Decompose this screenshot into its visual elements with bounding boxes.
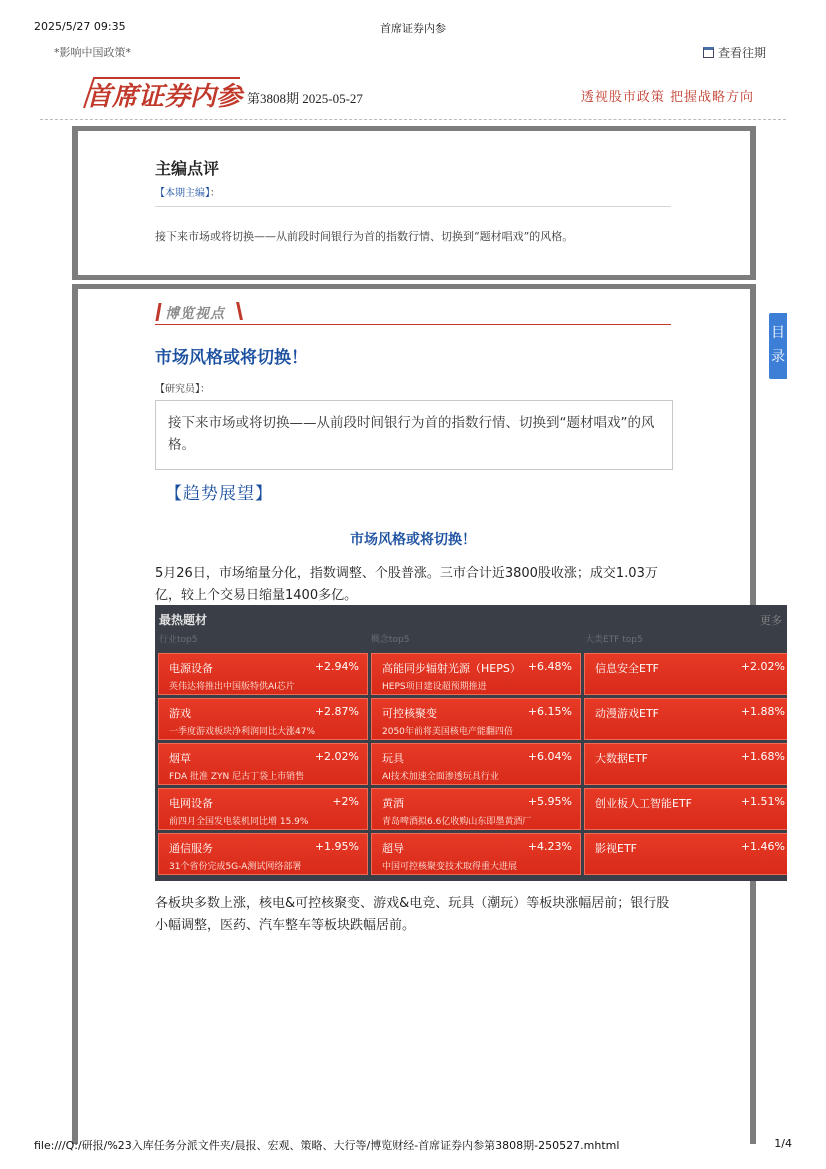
topic-name: 可控核聚变 bbox=[382, 707, 437, 720]
editor-comment: 接下来市场或将切换——从前段时间银行为首的指数行情、切换到“题材唱戏”的风格。 bbox=[155, 230, 574, 243]
topic-name: 烟草 bbox=[169, 752, 191, 765]
topic-card[interactable] bbox=[584, 833, 787, 875]
topic-card[interactable] bbox=[371, 788, 581, 830]
editor-frame bbox=[72, 126, 756, 280]
editor-title: 主编点评 bbox=[155, 159, 220, 178]
calendar-icon bbox=[703, 47, 714, 58]
paragraph-market: 5月26日，市场缩量分化，指数调整、个股普涨。三市合计近3800股收涨；成交1.03万亿，较上个交易日缩量1400多亿。 bbox=[155, 566, 658, 603]
topic-card[interactable] bbox=[371, 698, 581, 740]
svg-text:首席证券内参: 首席证券内参 bbox=[86, 82, 243, 112]
trend-heading: 【趋势展望】 bbox=[165, 484, 273, 504]
column-heading-concept: 概念top5 bbox=[371, 635, 410, 645]
topic-name: 黄酒 bbox=[382, 797, 404, 810]
topic-name: 影视ETF bbox=[595, 842, 637, 855]
topic-desc: 青岛啤酒拟6.6亿收购山东即墨黄酒厂 bbox=[382, 817, 532, 827]
topic-change: +1.88% bbox=[740, 705, 785, 718]
topic-card[interactable] bbox=[584, 698, 787, 740]
topic-name: 游戏 bbox=[169, 707, 191, 720]
column-heading-etf: 大类ETF top5 bbox=[585, 635, 643, 645]
topic-change: +4.23% bbox=[527, 840, 572, 853]
topic-card[interactable] bbox=[584, 788, 787, 830]
section-bar bbox=[155, 303, 161, 321]
history-label: 查看往期 bbox=[717, 46, 766, 60]
topic-change: +1.51% bbox=[740, 795, 785, 808]
topic-card[interactable] bbox=[158, 698, 368, 740]
history-link[interactable] bbox=[703, 44, 766, 61]
topic-desc: 前四月全国发电装机同比增 15.9% bbox=[169, 817, 309, 827]
editor-divider bbox=[155, 206, 671, 207]
topic-card[interactable] bbox=[158, 788, 368, 830]
topic-desc: 中国可控核聚变技术取得重大进展 bbox=[382, 862, 518, 872]
topic-card[interactable] bbox=[584, 743, 787, 785]
topic-card[interactable] bbox=[584, 653, 787, 695]
topic-change: +6.04% bbox=[527, 750, 572, 763]
topic-desc: 一季度游戏板块净利润同比大涨47% bbox=[169, 727, 316, 737]
researcher-tag: 【研究员】： bbox=[155, 384, 210, 395]
topic-name: 信息安全ETF bbox=[595, 662, 659, 675]
topic-name: 动漫游戏ETF bbox=[595, 707, 659, 720]
topic-desc: 英伟达将推出中国版特供AI芯片 bbox=[169, 682, 295, 692]
summary-box: 接下来市场或将切换——从前段时间银行为首的指数行情、切换到“题材唱戏”的风格。 bbox=[155, 400, 673, 470]
topic-desc: FDA 批准 ZYN 尼古丁袋上市销售 bbox=[169, 772, 305, 782]
topic-change: +6.48% bbox=[527, 660, 572, 673]
editor-tag bbox=[155, 184, 220, 199]
brand-logo bbox=[80, 72, 245, 112]
topic-name: 玩具 bbox=[382, 752, 404, 765]
topic-change: +6.15% bbox=[527, 705, 572, 718]
section-tick bbox=[236, 302, 243, 320]
masthead bbox=[40, 68, 786, 120]
article-subtitle: 市场风格或将切换！ bbox=[350, 532, 476, 548]
topic-desc: AI技术加速全面渗透玩具行业 bbox=[382, 772, 499, 782]
slogan: 透视股市政策 把握战略方向 bbox=[580, 90, 754, 105]
topic-name: 电源设备 bbox=[169, 662, 213, 675]
topic-change: +2.02% bbox=[740, 660, 785, 673]
topic-desc: HEPS项目建设超预期推进 bbox=[382, 682, 487, 692]
topic-name: 通信服务 bbox=[169, 842, 213, 855]
topic-card[interactable] bbox=[371, 743, 581, 785]
topic-card[interactable] bbox=[158, 833, 368, 875]
hot-topics-panel bbox=[155, 605, 787, 881]
hot-topics-title: 最热题材 bbox=[159, 613, 208, 627]
topic-change: +1.95% bbox=[314, 840, 359, 853]
topic-card[interactable] bbox=[371, 833, 581, 875]
print-title: 首席证券内参 bbox=[380, 22, 446, 35]
tagline: *影响中国政策* bbox=[54, 46, 131, 59]
topic-change: +2% bbox=[332, 795, 359, 808]
topic-change: +2.87% bbox=[314, 705, 359, 718]
file-path: file:///Q:/研报/%23入库任务分派文件夹/晨报、宏观、策略、大行等/博览财经-首席证券内参第3808期-250527.mhtml bbox=[34, 1139, 620, 1152]
more-link[interactable]: 更多 bbox=[760, 614, 782, 627]
topic-name: 大数据ETF bbox=[595, 752, 648, 765]
column-heading-industry: 行业top5 bbox=[159, 635, 198, 645]
topic-change: +5.95% bbox=[527, 795, 572, 808]
print-datetime: 2025/5/27 09:35 bbox=[34, 20, 126, 33]
topic-change: +2.94% bbox=[314, 660, 359, 673]
section-header bbox=[155, 299, 671, 325]
article-title: 市场风格或将切换！ bbox=[155, 348, 308, 368]
print-footer bbox=[34, 1137, 792, 1153]
topic-name: 超导 bbox=[382, 842, 404, 855]
paragraph-sectors: 各板块多数上涨，核电&可控核聚变、游戏&电竞、玩具（潮玩）等板块涨幅居前；银行股小幅调整，医药、汽车整车等板块跌幅居前。 bbox=[155, 896, 670, 933]
topic-name: 创业板人工智能ETF bbox=[595, 797, 692, 810]
topic-desc: 31个省份完成5G-A测试网络部署 bbox=[169, 862, 302, 872]
topic-change: +1.46% bbox=[740, 840, 785, 853]
topic-card[interactable] bbox=[158, 743, 368, 785]
editor-tag-colon: ： bbox=[210, 188, 220, 199]
page-number: 1/4 bbox=[774, 1137, 792, 1150]
issue-info: 第3808期 2025-05-27 bbox=[247, 91, 363, 106]
topic-card[interactable] bbox=[371, 653, 581, 695]
topic-change: +1.68% bbox=[740, 750, 785, 763]
topic-name: 高能同步辐射光源（HEPS） bbox=[382, 662, 521, 675]
topic-desc: 2050年前将美国核电产能翻四倍 bbox=[382, 727, 513, 737]
print-header bbox=[34, 20, 792, 36]
topic-change: +2.02% bbox=[314, 750, 359, 763]
topic-card[interactable] bbox=[158, 653, 368, 695]
editor-tag-label[interactable]: 【本期主编】 bbox=[155, 188, 210, 199]
topbar bbox=[54, 44, 766, 60]
section-label: 博览视点 bbox=[165, 306, 225, 322]
topic-name: 电网设备 bbox=[169, 797, 213, 810]
toc-tab[interactable]: 目录 bbox=[769, 313, 787, 379]
